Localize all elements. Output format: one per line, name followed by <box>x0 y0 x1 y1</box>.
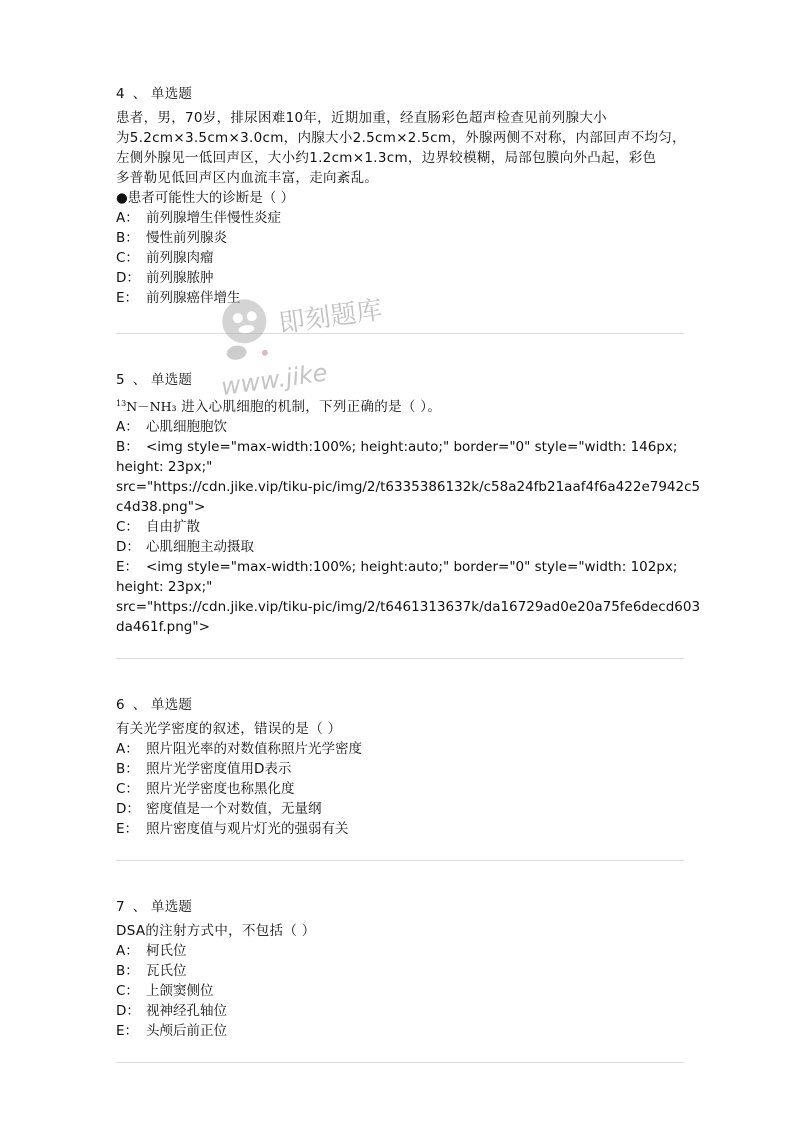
raw-html-line: <img style="max-width:100%; height:auto;" border="0" style="width: 102px; <box>146 559 678 576</box>
option-a[interactable] <box>116 941 684 961</box>
option-letter: E： <box>116 290 139 306</box>
option-letter: C： <box>116 983 139 1000</box>
question-type: 单选题 <box>151 86 193 102</box>
question-7 <box>116 897 684 1041</box>
option-d[interactable] <box>116 1001 684 1021</box>
question-number: 6 <box>116 697 125 714</box>
question-stem <box>116 108 684 188</box>
raw-html-line: height: 23px;" <box>116 459 213 476</box>
question-header <box>116 84 684 104</box>
question-number: 4 <box>116 86 125 102</box>
option-letter: D： <box>116 801 140 818</box>
option-text: 慢性前列腺炎 <box>146 230 227 246</box>
stem-line: 多普勒见低回声区内血流丰富，走向紊乱。 <box>116 170 379 186</box>
option-letter: A： <box>116 419 139 436</box>
option-d[interactable] <box>116 268 684 288</box>
option-a[interactable] <box>116 739 684 759</box>
option-text: 照片密度值与观片灯光的强弱有关 <box>146 821 349 838</box>
option-text: 前列腺癌伴增生 <box>146 290 241 306</box>
raw-html-line: src="https://cdn.jike.vip/tiku-pic/img/2/t6335386132k/c58a24fb21aaf4f6a422e7942c5 <box>116 479 701 496</box>
option-letter: C： <box>116 519 139 536</box>
option-letter: A： <box>116 741 139 758</box>
option-e[interactable] <box>116 288 684 308</box>
option-a[interactable] <box>116 417 684 437</box>
option-text: 前列腺脓肿 <box>146 270 214 286</box>
question-6 <box>116 695 684 839</box>
option-text: 照片光学密度也称黑化度 <box>146 781 295 798</box>
stem-line: 左侧外腺见一低回声区，大小约1.2cm×1.3cm，边界较模糊，局部包膜向外凸起，彩色 <box>116 150 657 166</box>
option-letter: C： <box>116 250 139 266</box>
question-5 <box>116 370 701 637</box>
option-letter: A： <box>116 210 139 226</box>
option-letter: B： <box>116 761 139 778</box>
option-letter: A： <box>116 943 139 960</box>
option-text: 前列腺增生伴慢性炎症 <box>146 210 281 226</box>
formula-text: N－NH₃ <box>126 399 177 415</box>
option-letter: D： <box>116 539 140 556</box>
stem-text: 进入心肌细胞的机制，下列正确的是（ ）。 <box>181 399 442 416</box>
option-letter: E： <box>116 821 139 838</box>
option-letter: D： <box>116 1003 140 1020</box>
stem-line: 为5.2cm×3.5cm×3.0cm，内腺大小2.5cm×2.5cm，外腺两侧不对称，内部回声不均匀， <box>116 130 686 146</box>
number-separator: 、 <box>132 697 147 714</box>
question-stem: 有关光学密度的叙述，错误的是（ ） <box>116 721 342 738</box>
question-number: 7 <box>116 899 125 916</box>
option-text: 照片阻光率的对数值称照片光学密度 <box>146 741 362 758</box>
option-c[interactable] <box>116 248 684 268</box>
question-4 <box>116 84 684 308</box>
number-separator: 、 <box>132 372 147 388</box>
question-stem: DSA的注射方式中，不包括（ ） <box>116 923 316 940</box>
question-list <box>116 84 701 1063</box>
option-letter: E： <box>116 1023 139 1040</box>
question-divider <box>116 1062 684 1063</box>
option-letter: B： <box>116 230 139 246</box>
option-c[interactable] <box>116 517 684 537</box>
option-letter: C： <box>116 781 139 798</box>
option-text: 心肌细胞主动摄取 <box>146 539 254 556</box>
option-letter: B： <box>116 439 139 456</box>
raw-html-line: da461f.png"> <box>116 619 210 636</box>
raw-html-line: c4d38.png"> <box>116 499 206 516</box>
question-stem <box>116 394 684 417</box>
question-type: 单选题 <box>151 372 193 388</box>
option-b[interactable] <box>116 759 684 779</box>
stem-line: 患者，男，70岁，排尿困难10年，近期加重，经直肠彩色超声检查见前列腺大小 <box>116 110 607 126</box>
option-b[interactable] <box>116 437 701 517</box>
option-text: 头颅后前正位 <box>146 1023 227 1040</box>
option-text: 自由扩散 <box>146 519 200 536</box>
option-b[interactable] <box>116 961 684 981</box>
raw-html-line: <img style="max-width:100%; height:auto;" border="0" style="width: 146px; <box>146 439 678 456</box>
number-separator: 、 <box>132 86 147 102</box>
option-text: 瓦氏位 <box>146 963 187 980</box>
option-letter: E： <box>116 559 139 576</box>
option-text: 照片光学密度值用D表示 <box>146 761 292 778</box>
option-letter: D： <box>116 270 140 286</box>
number-separator: 、 <box>132 899 147 916</box>
question-number: 5 <box>116 372 125 388</box>
question-header <box>116 897 684 917</box>
option-text: 上颌窦侧位 <box>146 983 214 1000</box>
option-c[interactable] <box>116 981 684 1001</box>
question-type: 单选题 <box>151 899 193 916</box>
option-e[interactable] <box>116 819 684 839</box>
option-letter: B： <box>116 963 139 980</box>
isotope-number: 13 <box>116 399 127 408</box>
option-d[interactable] <box>116 799 684 819</box>
watermark-brand: 即刻题库 <box>277 295 385 340</box>
option-text: 视神经孔轴位 <box>146 1003 227 1020</box>
sub-question: ●患者可能性大的诊断是（ ） <box>116 190 295 206</box>
formula-image <box>116 399 176 414</box>
question-header <box>116 695 684 715</box>
option-d[interactable] <box>116 537 684 557</box>
option-text: 前列腺肉瘤 <box>146 250 214 266</box>
question-type: 单选题 <box>151 697 193 714</box>
raw-html-line: height: 23px;" <box>116 579 213 596</box>
option-a[interactable] <box>116 208 684 228</box>
watermark-url: www.jike <box>219 358 330 402</box>
option-text: 密度值是一个对数值，无量纲 <box>146 801 322 818</box>
option-text: 柯氏位 <box>146 943 187 960</box>
option-c[interactable] <box>116 779 684 799</box>
question-header <box>116 370 684 390</box>
option-text: 心肌细胞胞饮 <box>146 419 227 436</box>
raw-html-line: src="https://cdn.jike.vip/tiku-pic/img/2/t6461313637k/da16729ad0e20a75fe6decd603 <box>116 599 701 616</box>
option-e[interactable] <box>116 557 701 637</box>
option-e[interactable] <box>116 1021 684 1041</box>
option-b[interactable] <box>116 228 684 248</box>
